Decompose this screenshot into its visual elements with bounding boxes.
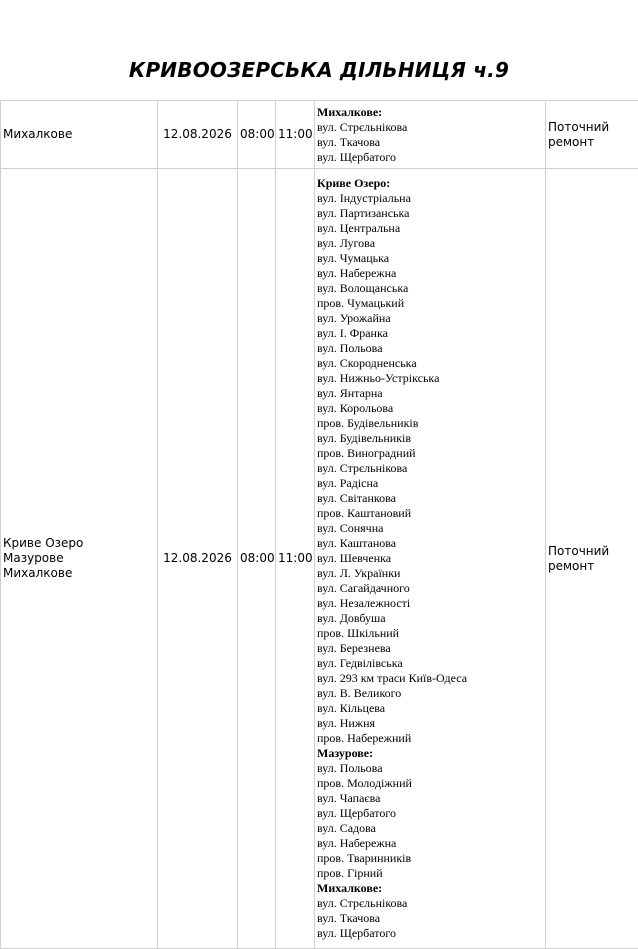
street-item: пров. Набережний — [317, 731, 543, 746]
work-type-line: ремонт — [548, 559, 636, 574]
street-item: вул. Волощанська — [317, 281, 543, 296]
street-item: вул. Ткачова — [317, 911, 543, 926]
street-item: вул. Скородненська — [317, 356, 543, 371]
street-item: вул. І. Франка — [317, 326, 543, 341]
start-time-cell: 08:00 — [238, 101, 276, 169]
street-item: вул. Польова — [317, 341, 543, 356]
start-time-cell: 08:00 — [238, 169, 276, 949]
settlement-name: Михалкове — [3, 127, 155, 142]
table-row — [1, 101, 638, 169]
street-item: вул. Гедвілівська — [317, 656, 543, 671]
street-item: вул. Світанкова — [317, 491, 543, 506]
street-item: пров. Молодіжний — [317, 776, 543, 791]
settlements-cell — [1, 169, 158, 949]
street-item: вул. Ткачова — [317, 135, 543, 150]
street-item: вул. Янтарна — [317, 386, 543, 401]
work-type-cell — [546, 101, 638, 169]
street-item: вул. Березнева — [317, 641, 543, 656]
settlement-heading: Криве Озеро: — [317, 176, 543, 191]
street-item: вул. Індустріальна — [317, 191, 543, 206]
settlement-heading: Михалкове: — [317, 105, 543, 120]
street-item: вул. Щербатого — [317, 806, 543, 821]
street-item: пров. Виноградний — [317, 446, 543, 461]
end-time-cell: 11:00 — [276, 169, 315, 949]
table-row — [1, 169, 638, 949]
street-item: вул. Кільцева — [317, 701, 543, 716]
street-item: пров. Тваринників — [317, 851, 543, 866]
street-item: вул. Польова — [317, 761, 543, 776]
street-item: вул. Сонячна — [317, 521, 543, 536]
street-item: вул. Шевченка — [317, 551, 543, 566]
street-item: вул. Щербатого — [317, 926, 543, 941]
street-item: вул. Будівельників — [317, 431, 543, 446]
outage-schedule-table — [0, 100, 638, 949]
work-type-line: Поточний — [548, 544, 636, 559]
work-type-line: ремонт — [548, 135, 636, 150]
page-title: КРИВООЗЕРСЬКА ДІЛЬНИЦЯ ч.9 — [0, 58, 638, 82]
streets-cell — [315, 169, 546, 949]
street-item: вул. Центральна — [317, 221, 543, 236]
street-item: вул. В. Великого — [317, 686, 543, 701]
street-item: вул. Нижньо-Устрікська — [317, 371, 543, 386]
street-item: пров. Чумацький — [317, 296, 543, 311]
street-item: вул. Набережна — [317, 266, 543, 281]
street-item: вул. Чапаєва — [317, 791, 543, 806]
street-item: вул. Незалежності — [317, 596, 543, 611]
street-item: вул. Каштанова — [317, 536, 543, 551]
street-item: вул. Чумацька — [317, 251, 543, 266]
street-item: вул. Довбуша — [317, 611, 543, 626]
work-type-cell — [546, 169, 638, 949]
settlement-heading: Михалкове: — [317, 881, 543, 896]
street-item: вул. Стрєльнікова — [317, 461, 543, 476]
street-item: пров. Каштановий — [317, 506, 543, 521]
street-item: вул. Набережна — [317, 836, 543, 851]
work-type-line: Поточний — [548, 120, 636, 135]
street-item: вул. Партизанська — [317, 206, 543, 221]
street-item: пров. Гірний — [317, 866, 543, 881]
street-item: вул. Стрєльнікова — [317, 120, 543, 135]
street-item: вул. Урожайна — [317, 311, 543, 326]
settlement-name: Мазурове — [3, 551, 155, 566]
street-item: вул. Лугова — [317, 236, 543, 251]
settlements-cell — [1, 101, 158, 169]
street-item: вул. Сагайдачного — [317, 581, 543, 596]
street-item: вул. Стрєльнікова — [317, 896, 543, 911]
street-item: пров. Будівельників — [317, 416, 543, 431]
streets-cell — [315, 101, 546, 169]
street-item: вул. 293 км траси Київ-Одеса — [317, 671, 543, 686]
street-item: вул. Нижня — [317, 716, 543, 731]
settlement-name: Криве Озеро — [3, 536, 155, 551]
end-time-cell: 11:00 — [276, 101, 315, 169]
settlement-name: Михалкове — [3, 566, 155, 581]
street-item: вул. Щербатого — [317, 150, 543, 165]
settlement-heading: Мазурове: — [317, 746, 543, 761]
street-item: вул. Садова — [317, 821, 543, 836]
date-cell: 12.08.2026 — [158, 169, 238, 949]
street-item: вул. Радісна — [317, 476, 543, 491]
street-item: вул. Корольова — [317, 401, 543, 416]
street-item: пров. Шкільний — [317, 626, 543, 641]
date-cell: 12.08.2026 — [158, 101, 238, 169]
street-item: вул. Л. Українки — [317, 566, 543, 581]
